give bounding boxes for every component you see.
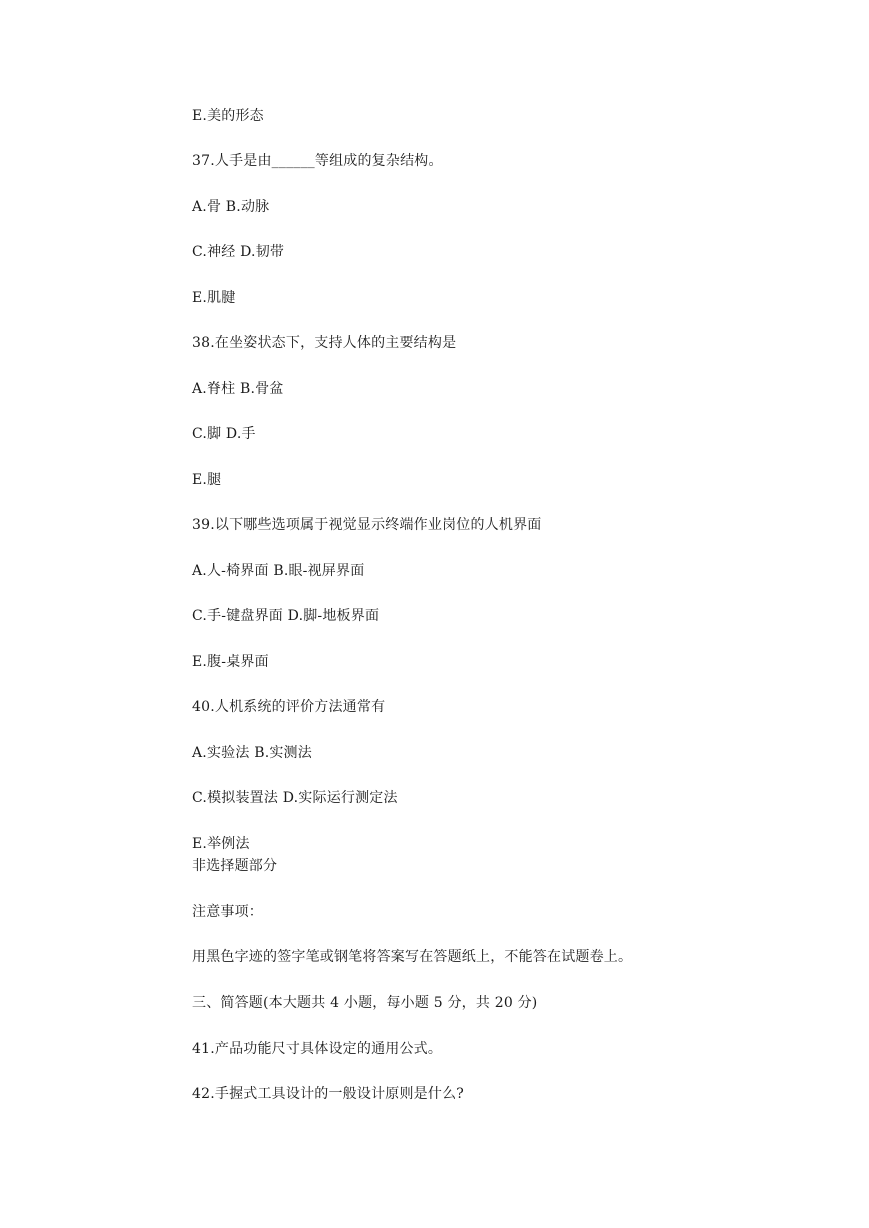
notice-text: 用黑色字迹的签字笔或钢笔将答案写在答题纸上，不能答在试题卷上。 (192, 949, 633, 965)
question-37: 37.人手是由______等组成的复杂结构。 (192, 153, 443, 169)
question-40: 40.人机系统的评价方法通常有 (192, 699, 386, 715)
option-line: E.腿 (192, 472, 222, 488)
option-line: C.手-键盘界面 D.脚-地板界面 (192, 608, 380, 624)
option-line: A.实验法 B.实测法 (192, 745, 312, 761)
option-line: A.脊柱 B.骨盆 (192, 381, 284, 397)
question-42: 42.手握式工具设计的一般设计原则是什么? (192, 1086, 464, 1102)
option-line: E.肌腱 (192, 290, 236, 306)
question-39: 39.以下哪些选项属于视觉显示终端作业岗位的人机界面 (192, 517, 542, 533)
notice-heading: 注意事项： (192, 904, 263, 920)
option-line: A.人-椅界面 B.眼-视屏界面 (192, 563, 365, 579)
option-line: E.腹-桌界面 (192, 654, 269, 670)
question-38: 38.在坐姿状态下，支持人体的主要结构是 (192, 335, 457, 351)
option-line: E.举例法 (192, 836, 250, 852)
option-line: E.美的形态 (192, 108, 264, 124)
option-line: C.脚 D.手 (192, 426, 256, 442)
option-line: C.模拟装置法 D.实际运行测定法 (192, 790, 398, 806)
section-heading: 非选择题部分 (192, 858, 278, 874)
option-line: C.神经 D.韧带 (192, 244, 285, 260)
section-title: 三、简答题(本大题共 4 小题，每小题 5 分，共 20 分) (192, 995, 538, 1011)
option-line: A.骨 B.动脉 (192, 199, 270, 215)
question-41: 41.产品功能尺寸具体设定的通用公式。 (192, 1041, 443, 1057)
